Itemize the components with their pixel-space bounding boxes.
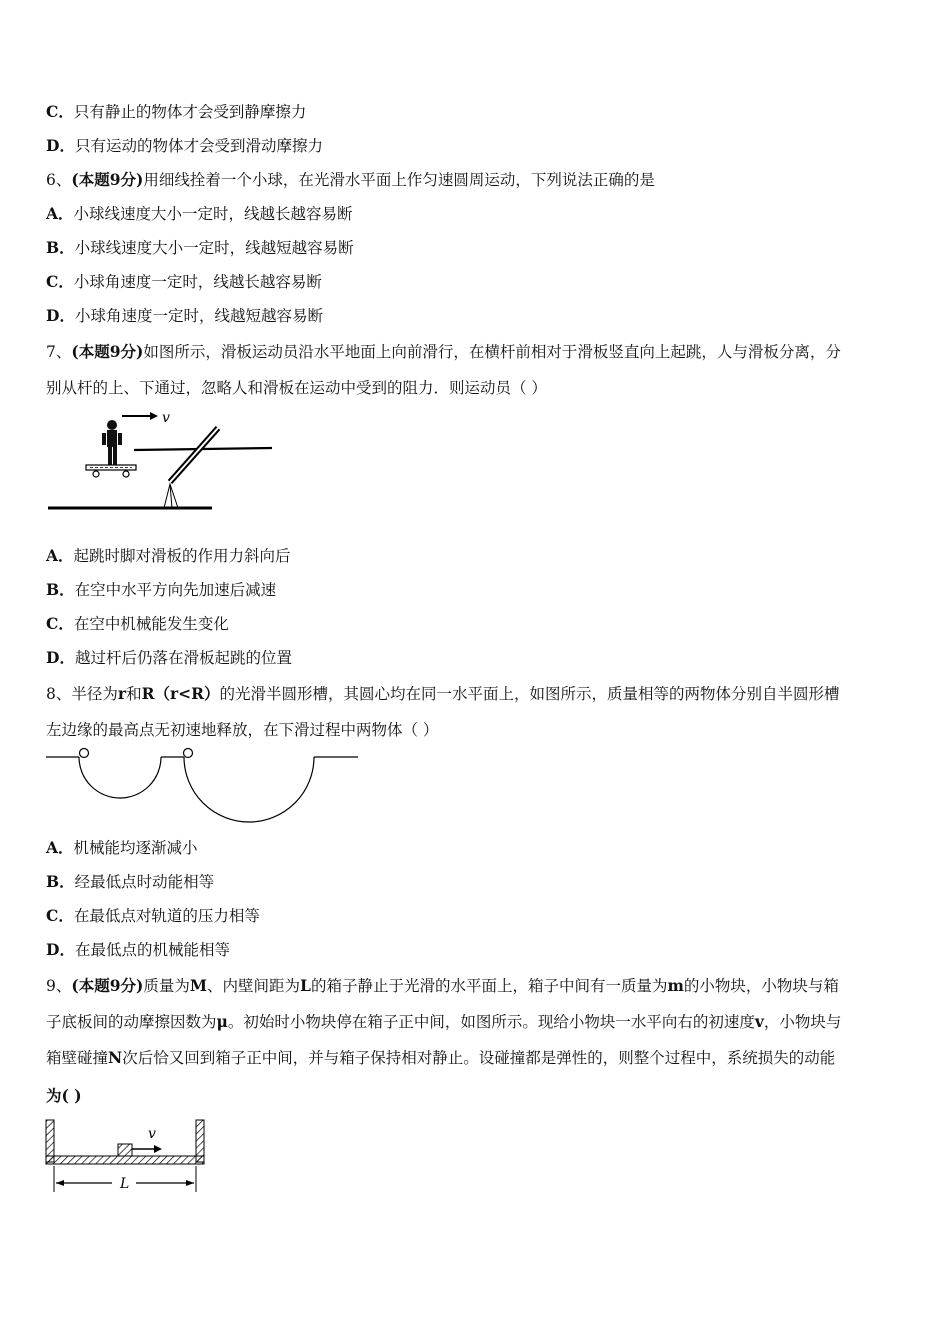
- q6-option-d: [46, 306, 323, 326]
- q9-stem-line3: [46, 1048, 835, 1068]
- velocity-label: v: [162, 410, 170, 426]
- stem-condition: （r<R）: [154, 684, 220, 703]
- var-N: N: [108, 1048, 123, 1067]
- question-points: (本题9分): [71, 342, 144, 361]
- q7-stem-line1: [46, 342, 841, 362]
- stem-text: 质量为: [143, 977, 190, 995]
- q8-option-a: [46, 838, 198, 858]
- option-letter: B．: [46, 580, 75, 599]
- question-number: 7、: [46, 343, 72, 361]
- q6-option-a: [46, 204, 353, 224]
- stem-text: 的光滑半圆形槽，其圆心均在同一水平面上，如图所示，质量相等的两物体分别自半圆形槽: [219, 685, 840, 703]
- skateboard-figure: [46, 406, 276, 516]
- option-text: 小球线速度大小一定时，线越短越容易断: [74, 239, 354, 257]
- option-text: 机械能均逐渐减小: [73, 839, 198, 857]
- stem-text: 子底板间的动摩擦因数为: [46, 1013, 217, 1031]
- q7-option-d: [46, 648, 292, 668]
- stem-text: 次后恰又回到箱子正中间，并与箱子保持相对静止。设碰撞都是弹性的，则整个过程中，系统损失的动能: [122, 1049, 836, 1067]
- question-number: 9、: [46, 977, 72, 995]
- box-figure: [44, 1116, 214, 1198]
- question-stem: 如图所示，滑板运动员沿水平地面上向前滑行，在横杆前相对于滑板竖直向上起跳，人与滑板分离，分: [143, 343, 841, 361]
- option-text: 越过杆后仍落在滑板起跳的位置: [74, 649, 292, 667]
- option-text: 只有静止的物体才会受到静摩擦力: [73, 103, 307, 121]
- question-stem: 用细线拴着一个小球，在光滑水平面上作匀速圆周运动，下列说法正确的是: [143, 171, 655, 189]
- option-text: 经最低点时动能相等: [74, 873, 215, 891]
- option-text: 只有运动的物体才会受到滑动摩擦力: [74, 137, 323, 155]
- q9-stem-line2: [46, 1012, 841, 1032]
- stem-text: ，小物块与: [763, 1013, 842, 1031]
- stem-text: 。初始时小物块停在箱子正中间，如图所示。现给小物块一水平向右的初速度: [227, 1013, 755, 1031]
- option-letter: A．: [46, 204, 74, 223]
- var-v: v: [754, 1012, 764, 1031]
- stem-text: 箱壁碰撞: [46, 1049, 109, 1067]
- option-letter: C．: [46, 906, 74, 925]
- var-mu: μ: [216, 1012, 228, 1031]
- stem-text: 和: [126, 685, 142, 703]
- q5-option-d: [46, 136, 323, 156]
- q5-option-c: [46, 102, 306, 122]
- option-text: 小球角速度一定时，线越长越容易断: [73, 273, 322, 291]
- q7-stem-line2: 别从杆的上、下通过，忽略人和滑板在运动中受到的阻力．则运动员（ ）: [46, 379, 547, 397]
- q7-option-c: [46, 614, 229, 634]
- option-letter: D．: [46, 648, 75, 667]
- question-number: 6、: [46, 171, 72, 189]
- semicircle-grooves-figure: [46, 748, 366, 828]
- option-text: 在最低点对轨道的压力相等: [73, 907, 260, 925]
- option-letter: D．: [46, 306, 75, 325]
- var-M: M: [189, 976, 208, 995]
- q8-stem-line2: 左边缘的最高点无初速地释放，在下滑过程中两物体（ ）: [46, 721, 439, 739]
- q7-option-a: [46, 546, 291, 566]
- var-m: m: [667, 976, 684, 995]
- stem-text: 、内壁间距为: [207, 977, 301, 995]
- option-letter: C．: [46, 614, 74, 633]
- q8-option-c: [46, 906, 260, 926]
- var-r: r: [117, 684, 127, 703]
- option-text: 起跳时脚对滑板的作用力斜向后: [73, 547, 291, 565]
- q6-option-b: [46, 238, 354, 258]
- option-letter: C．: [46, 102, 74, 121]
- q6-option-c: [46, 272, 322, 292]
- var-L: L: [300, 976, 311, 995]
- option-letter: D．: [46, 940, 75, 959]
- q9-stem-line4: 为( ): [46, 1086, 82, 1105]
- stem-text: 半径为: [71, 685, 118, 703]
- option-text: 在空中水平方向先加速后减速: [74, 581, 277, 599]
- velocity-label: v: [148, 1126, 156, 1142]
- option-text: 在空中机械能发生变化: [73, 615, 229, 633]
- option-text: 小球角速度一定时，线越短越容易断: [74, 307, 323, 325]
- question-points: (本题9分): [71, 976, 144, 995]
- option-letter: B．: [46, 872, 75, 891]
- var-R: R: [141, 684, 155, 703]
- q8-stem-line1: [46, 684, 840, 704]
- option-letter: A．: [46, 838, 74, 857]
- q6-stem: [46, 170, 655, 190]
- q8-option-b: [46, 872, 214, 892]
- option-text: 小球线速度大小一定时，线越长越容易断: [73, 205, 353, 223]
- q7-option-b: [46, 580, 276, 600]
- option-letter: B．: [46, 238, 75, 257]
- option-letter: A．: [46, 546, 74, 565]
- question-number: 8、: [46, 685, 72, 703]
- option-text: 在最低点的机械能相等: [74, 941, 230, 959]
- stem-text: 的箱子静止于光滑的水平面上，箱子中间有一质量为: [310, 977, 668, 995]
- length-label: L: [120, 1176, 130, 1192]
- option-letter: C．: [46, 272, 74, 291]
- option-letter: D．: [46, 136, 75, 155]
- q8-option-d: [46, 940, 230, 960]
- question-points: (本题9分): [71, 170, 144, 189]
- q9-stem-line1: [46, 976, 839, 996]
- stem-text: 的小物块，小物块与箱: [683, 977, 839, 995]
